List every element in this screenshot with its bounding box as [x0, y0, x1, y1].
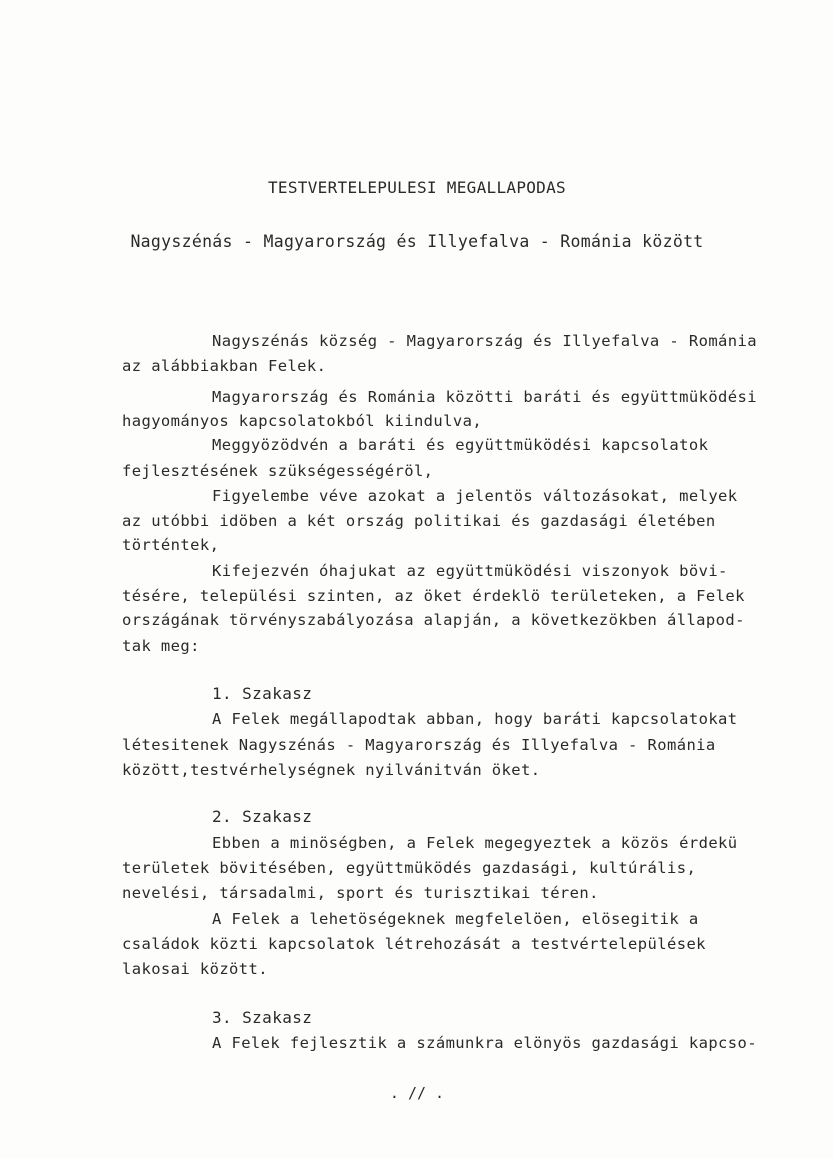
preamble-line: tésére, települési szinten, az öket érdeklö területeken, a Felek [122, 587, 745, 605]
preamble-line: az utóbbi idöben a két ország politikai és gazdasági életében [122, 512, 716, 530]
section-heading: 3. Szakasz [212, 1008, 313, 1027]
section-line: A Felek a lehetöségeknek megfelelöen, elösegitik a [212, 910, 699, 928]
preamble-line: történtek, [122, 536, 220, 554]
preamble-line: fejlesztésének szükségességéröl, [122, 462, 434, 480]
preamble-line: hagyományos kapcsolatokból kiindulva, [122, 412, 483, 430]
section-line: A Felek fejlesztik a számunkra elönyös gazdasági kapcso- [212, 1034, 757, 1052]
document-title: TESTVERTELEPULESI MEGALLAPODAS [268, 178, 566, 197]
page-continuation-marker: . // . [389, 1084, 445, 1102]
section-line: között,testvérhelységnek nyilvánitván öket. [122, 761, 541, 779]
section-heading: 2. Szakasz [212, 807, 313, 826]
preamble-line: Magyarország és Románia közötti baráti és együttmüködési [212, 388, 757, 406]
section-line: lakosai között. [122, 960, 268, 978]
preamble-line: Meggyözödvén a baráti és együttmüködési kapcsolatok [212, 436, 709, 454]
preamble-line: Figyelembe véve azokat a jelentös változásokat, melyek [212, 487, 738, 505]
section-line: nevelési, társadalmi, sport és turisztikai téren. [122, 884, 599, 902]
section-line: Ebben a minöségben, a Felek megegyeztek a közös érdekü [212, 834, 738, 852]
section-line: A Felek megállapodtak abban, hogy baráti kapcsolatokat [212, 710, 738, 728]
preamble-line: tak meg: [122, 637, 200, 655]
preamble-line: országának törvényszabályozása alapján, a következökben állapod- [122, 611, 745, 629]
section-line: létesitenek Nagyszénás - Magyarország és Illyefalva - Románia [122, 736, 716, 754]
document-subtitle: Nagyszénás - Magyarország és Illyefalva - Románia között [130, 232, 704, 251]
section-line: családok közti kapcsolatok létrehozását a testvértelepülések [122, 935, 706, 953]
section-heading: 1. Szakasz [212, 684, 313, 703]
section-line: területek bövitésében, együttmüködés gazdasági, kultúrális, [122, 859, 697, 877]
preamble-line: Kifejezvén óhajukat az együttmüködési viszonyok bövi- [212, 562, 728, 580]
intro-line: Nagyszénás község - Magyarország és Illyefalva - Románia [212, 332, 757, 350]
intro-line: az alábbiakban Felek. [122, 357, 327, 375]
